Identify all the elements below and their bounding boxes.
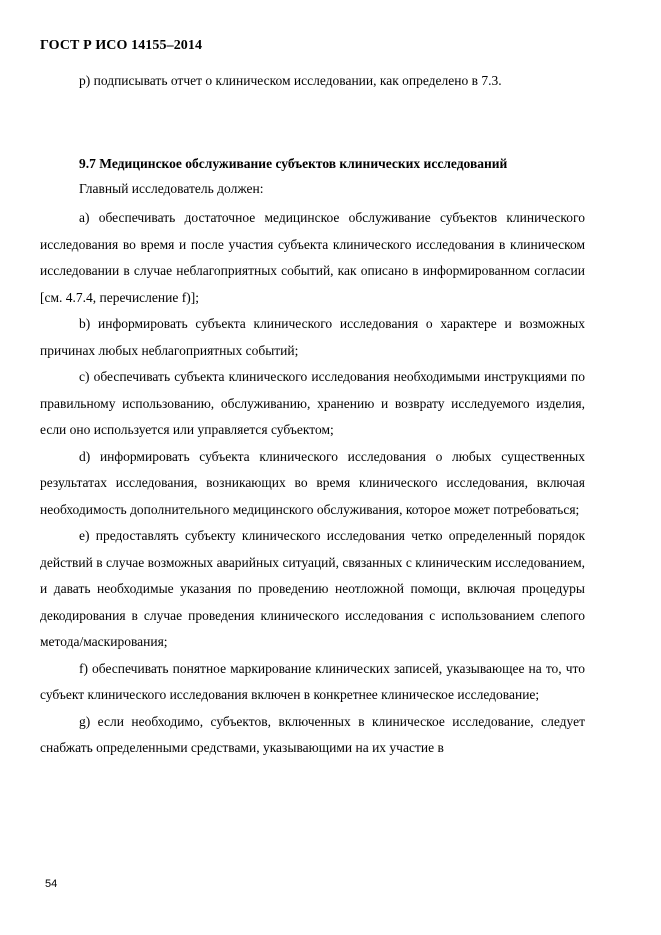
list-item-b: b) информировать субъекта клинического исследования о характере и возможных причинах любых неблагоприятных событий; bbox=[40, 316, 585, 358]
list-item-f: f) обеспечивать понятное маркирование клинических записей, указывающее на то, что субъект клинического исследования включен в конкретнее клиническое исследование; bbox=[40, 660, 585, 702]
list-item-c: c) обеспечивать субъекта клинического исследования необходимыми инструкциями по правильному использованию, обслуживанию, хранению и возврату исследуемого изделия, если оно используется или управляется субъектом; bbox=[40, 369, 585, 437]
section-body bbox=[40, 205, 585, 762]
section-intro: Главный исследователь должен: bbox=[79, 181, 264, 196]
list-item-e: e) предоставлять субъекту клинического исследования четко определенный порядок действий в случае возможных аварийных ситуаций, связанных с клиническим исследованием, и давать необходимые указания по проведению неотложной помощи, включая процедуры декодирования в случае проведения клинического исследования с использованием слепого метода/маскирования; bbox=[40, 528, 585, 649]
list-item-d: d) информировать субъекта клинического исследования о любых существенных результатах исследования, возникающих во время клинического исследования, включая необходимость дополнительного медицинского обслуживания, которое может потребоваться; bbox=[40, 448, 585, 517]
list-item-a: a) обеспечивать достаточное медицинское обслуживание субъектов клинического исследования во время и после участия субъекта клинического исследования в клиническом исследовании в случае неблагоприятных событий, как описано в информированном согласии [см. 4.7.4, перечисление f)]; bbox=[40, 210, 585, 305]
section-heading: 9.7 Медицинское обслуживание субъектов клинических исследований bbox=[79, 156, 508, 171]
page-number: 54 bbox=[45, 878, 58, 890]
document-header: ГОСТ Р ИСО 14155–2014 bbox=[40, 38, 203, 53]
list-item-g: g) если необходимо, субъектов, включенных в клиническое исследование, следует снабжать определенными средствами, указывающими на их участие в bbox=[40, 713, 585, 755]
list-item-p: p) подписывать отчет о клиническом исследовании, как определено в 7.3. bbox=[79, 73, 502, 88]
